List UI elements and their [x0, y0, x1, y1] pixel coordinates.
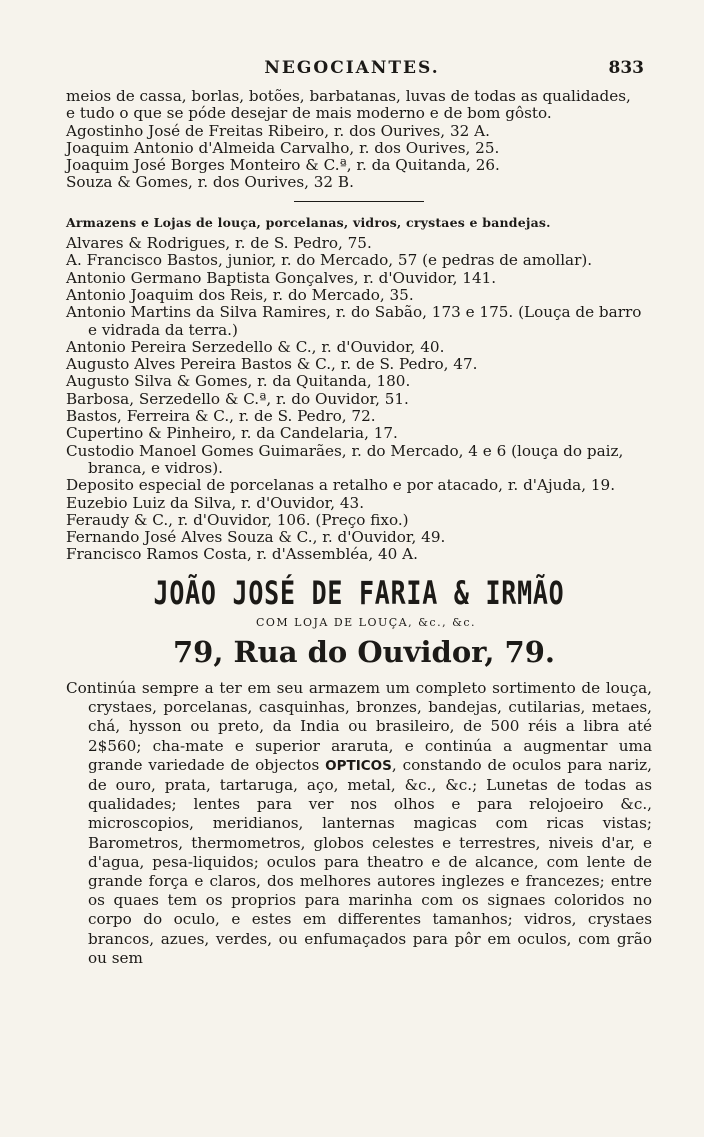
running-head: NEGOCIANTES. [264, 58, 440, 78]
list-item: Augusto Silva & Gomes, r. da Quitanda, 180. [66, 372, 411, 391]
page-header [0, 58, 704, 82]
section-heading: Armazens e Lojas de louça, porcelanas, vidros, crystaes e bandejas. [66, 214, 551, 230]
advertisement [66, 573, 653, 968]
list-item: Joaquim Antonio d'Almeida Carvalho, r. dos Ourives, 25. [66, 138, 500, 157]
goldsmith-list [66, 123, 652, 192]
page-content [66, 88, 652, 983]
list-item: Custodio Manoel Gomes Guimarães, r. do Mercado, 4 e 6 (louça do paiz, branca, e vidros). [66, 441, 624, 477]
list-item: Joaquim José Borges Monteiro & C.ª, r. da Quitanda, 26. [66, 156, 500, 175]
advert-subtitle: COM LOJA DE LOUÇA, &c., &c. [255, 615, 477, 629]
section-divider [294, 201, 424, 202]
advert-body-highlight: OPTICOS [325, 757, 392, 774]
list-item: Fernando José Alves Souza & C., r. d'Ouvidor, 49. [66, 528, 446, 547]
list-item: Euzebio Luiz da Silva, r. d'Ouvidor, 43. [66, 493, 365, 512]
page-number: 833 [608, 58, 644, 78]
list-item: A. Francisco Bastos, junior, r. do Mercado, 57 (e pedras de amollar). [66, 251, 593, 270]
list-item: Barbosa, Serzedello & C.ª, r. do Ouvidor, 51. [66, 389, 409, 408]
advert-firm-name: JOÃO JOSÉ DE FARIA & IRMÃO [153, 573, 565, 612]
list-item: Antonio Pereira Serzedello & C., r. d'Ouvidor, 40. [66, 337, 445, 356]
continuation-line: meios de cassa, borlas, botões, barbatanas, luvas de todas as qualidades, [66, 87, 631, 105]
list-item: Antonio Joaquim dos Reis, r. do Mercado, 35. [66, 285, 414, 304]
list-item: Alvares & Rodrigues, r. de S. Pedro, 75. [66, 234, 372, 253]
list-item: Deposito especial de porcelanas a retalho e por atacado, r. d'Ajuda, 19. [66, 476, 616, 495]
list-item: Agostinho José de Freitas Ribeiro, r. dos Ourives, 32 A. [66, 121, 490, 140]
list-item: Francisco Ramos Costa, r. d'Assembléa, 40 A. [66, 545, 418, 564]
advert-body-end: , constando de oculos para nariz, de ouro, prata, tartaruga, aço, metal, &c., &c.; Lunetas de todas as qualidades; lentes para ver nos olhos e para relojoeiro &c., microscopios, meridianos, lanternas magicas com ricas vistas; Barometros, thermometros, globos celestes e terrestres, niveis d'ar, e d'agua, pesa-liquidos; oculos para theatro e de alcance, com lente de grande força e claros, dos melhores autores inglezes e francezes; entre os quaes tem os proprios para marinha com os signaes coloridos no corpo do oculo, e estes em differentes tamanhos; vidros, crystaes brancos, azues, verdes, ou enfumaçados para pôr em oculos, com grão ou sem [88, 755, 653, 967]
advert-body [66, 679, 652, 968]
list-item: Bastos, Ferreira & C., r. de S. Pedro, 72. [66, 407, 376, 426]
list-item: Cupertino & Pinheiro, r. da Candelaria, 17. [66, 424, 398, 443]
advert-address: 79, Rua do Ouvidor, 79. [173, 635, 555, 670]
list-item: Augusto Alves Pereira Bastos & C., r. de S. Pedro, 47. [66, 355, 478, 374]
list-item: Antonio Martins da Silva Ramires, r. do Sabão, 173 e 175. (Louça de barro e vidrada da terra.) [66, 303, 642, 339]
advert-body-start: Continúa sempre a ter em seu armazem um completo sortimento de louça, crystaes, porcelanas, casquinhas, bronzes, bandejas, cutilarias, metaes, chá, hysson ou preto, da India ou brasileiro, de 500 réis a libra até 2$560; cha-mate e superior araruta, e continúa a augmentar uma grande variedade de objectos [66, 679, 652, 774]
continuation-line: e tudo o que se póde desejar de mais moderno e de bom gôsto. [66, 104, 552, 123]
list-item: Souza & Gomes, r. dos Ourives, 32 B. [66, 173, 354, 192]
crockery-list [66, 235, 652, 564]
list-item: Antonio Germano Baptista Gonçalves, r. d'Ouvidor, 141. [66, 268, 497, 287]
list-item: Feraudy & C., r. d'Ouvidor, 106. (Preço fixo.) [66, 510, 409, 529]
